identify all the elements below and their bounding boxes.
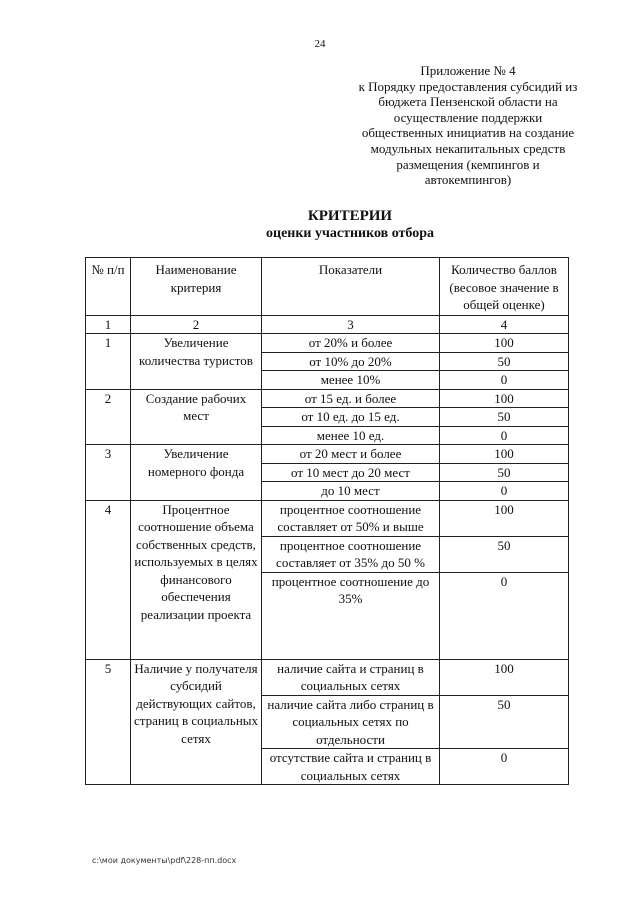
criterion-number: 1 xyxy=(86,334,131,390)
table-row xyxy=(86,500,569,536)
indicator-cell: от 10 мест до 20 мест xyxy=(262,463,440,482)
points-cell: 50 xyxy=(440,352,569,371)
table-row xyxy=(86,445,569,464)
indicator-cell: от 20 мест и более xyxy=(262,445,440,464)
points-cell: 50 xyxy=(440,695,569,749)
table-row xyxy=(86,334,569,353)
indicator-cell: отсутствие сайта и страниц в социальных сетях xyxy=(262,749,440,785)
indicator-cell: от 20% и более xyxy=(262,334,440,353)
column-number: 1 xyxy=(86,315,131,334)
header-name: Наименование критерия xyxy=(131,258,262,316)
indicator-cell: до 10 мест xyxy=(262,482,440,501)
points-cell: 100 xyxy=(440,389,569,408)
points-cell: 0 xyxy=(440,371,569,390)
header-indicators: Показатели xyxy=(262,258,440,316)
criterion-name: Создание рабочих мест xyxy=(131,389,262,445)
points-cell: 0 xyxy=(440,572,569,659)
header-row xyxy=(86,258,569,316)
appendix-line: к Порядку предоставления субсидий из xyxy=(358,78,578,94)
criterion-number: 2 xyxy=(86,389,131,445)
document-subtitle: оценки участников отбора xyxy=(266,226,434,241)
appendix-line: бюджета Пензенской области на xyxy=(378,94,558,110)
indicator-cell: от 15 ед. и более xyxy=(262,389,440,408)
criterion-number: 5 xyxy=(86,659,131,785)
appendix-line: общественных инициатив на создание xyxy=(361,125,575,141)
appendix-block xyxy=(358,63,578,188)
indicator-cell: процентное соотношение составляет от 50% и выше xyxy=(262,500,440,536)
header-num: № п/п xyxy=(86,258,131,316)
column-number: 4 xyxy=(440,315,569,334)
file-path-footer: c:\мои документы\pdf\228-пп.docx xyxy=(92,856,237,865)
table-row xyxy=(86,389,569,408)
appendix-line: размещения (кемпингов и xyxy=(396,156,540,172)
indicator-cell: от 10% до 20% xyxy=(262,352,440,371)
points-cell: 100 xyxy=(440,500,569,536)
points-cell: 0 xyxy=(440,482,569,501)
column-number: 3 xyxy=(262,315,440,334)
indicator-cell: менее 10% xyxy=(262,371,440,390)
points-cell: 50 xyxy=(440,408,569,427)
appendix-line: осуществление поддержки xyxy=(393,109,543,125)
criterion-name: Наличие у получателя субсидий действующих сайтов, страниц в социальных сетях xyxy=(131,659,262,785)
points-cell: 100 xyxy=(440,445,569,464)
indicator-cell: от 10 ед. до 15 ед. xyxy=(262,408,440,427)
criterion-name: Увеличение номерного фонда xyxy=(131,445,262,501)
table-row xyxy=(86,659,569,695)
header-points: Количество баллов (весовое значение в общей оценке) xyxy=(440,258,569,316)
appendix-line: модульных некапитальных средств xyxy=(370,140,566,156)
criterion-number: 4 xyxy=(86,500,131,659)
points-cell: 0 xyxy=(440,426,569,445)
page-number: 24 xyxy=(314,38,326,50)
criteria-table xyxy=(85,257,569,785)
points-cell: 50 xyxy=(440,536,569,572)
criterion-name: Процентное соотношение объема собственных средств, используемых в целях финансового обеспечения реализации проекта xyxy=(131,500,262,659)
document-title: КРИТЕРИИ xyxy=(307,208,393,224)
points-cell: 0 xyxy=(440,749,569,785)
criterion-number: 3 xyxy=(86,445,131,501)
appendix-line: автокемпингов) xyxy=(424,172,512,188)
points-cell: 100 xyxy=(440,659,569,695)
indicator-cell: наличие сайта и страниц в социальных сетях xyxy=(262,659,440,695)
criterion-name: Увеличение количества туристов xyxy=(131,334,262,390)
indicator-cell: процентное соотношение до 35% xyxy=(262,572,440,659)
indicator-cell: наличие сайта либо страниц в социальных сетях по отдельности xyxy=(262,695,440,749)
indicator-cell: процентное соотношение составляет от 35% до 50 % xyxy=(262,536,440,572)
column-number: 2 xyxy=(131,315,262,334)
points-cell: 50 xyxy=(440,463,569,482)
column-number-row xyxy=(86,315,569,334)
appendix-line: Приложение № 4 xyxy=(420,63,516,78)
indicator-cell: менее 10 ед. xyxy=(262,426,440,445)
points-cell: 100 xyxy=(440,334,569,353)
